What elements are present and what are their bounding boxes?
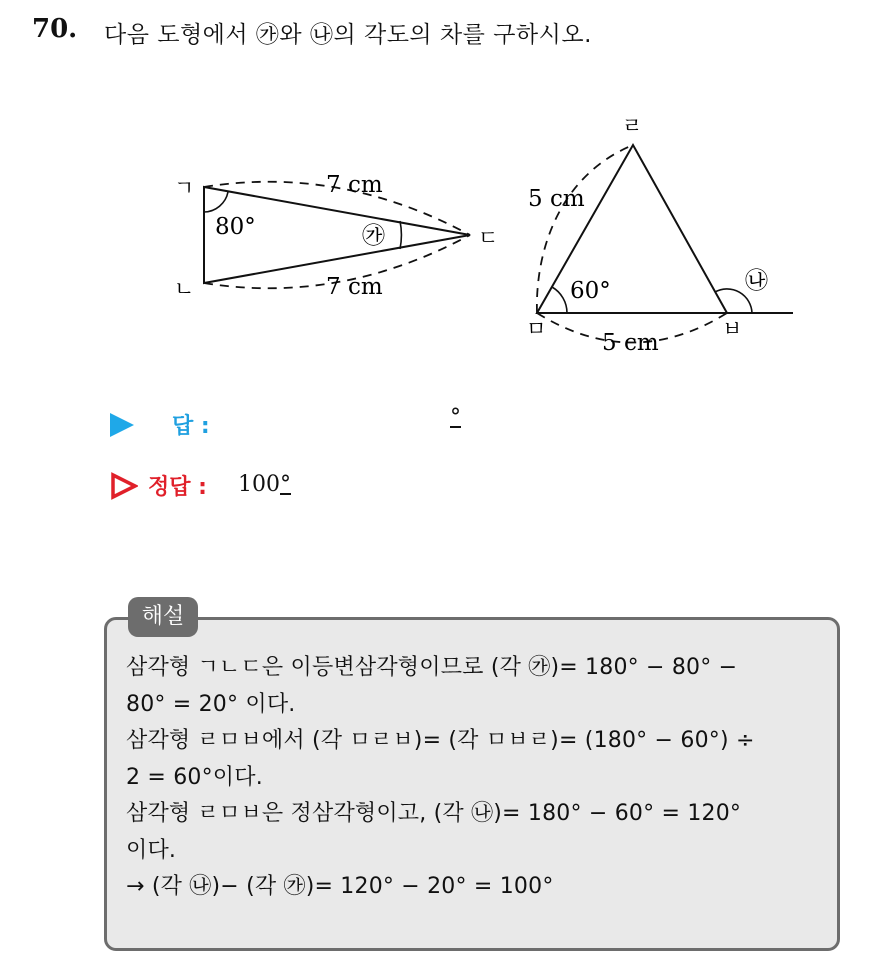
right-triangle <box>526 114 793 356</box>
vertex-label-mieum: ㅁ <box>526 317 547 341</box>
solution-line: 삼각형 ㄹㅁㅂ에서 (각 ㅁㄹㅂ)= (각 ㅁㅂㄹ)= (180° − 60°) ÷ <box>126 728 755 753</box>
correct-answer-label: 정답 : <box>148 475 207 500</box>
solution-line: 이다. <box>126 837 177 863</box>
play-arrow-icon <box>110 413 134 437</box>
answer-label: 답 : <box>172 414 210 439</box>
solution-line: → (각 ㉯)− (각 ㉮)= 120° − 20° = 100° <box>126 874 554 899</box>
question-text: 다음 도형에서 ㉮와 ㉯의 각도의 차를 구하시오. <box>104 22 592 48</box>
geometry-figure <box>0 0 884 400</box>
left-side-length: 5 cm <box>528 186 585 212</box>
vertex-label-giyeok: ㄱ <box>174 176 195 200</box>
solution-line: 삼각형 ㄱㄴㄷ은 이등변삼각형이므로 (각 ㉮)= 180° − 80° − <box>126 655 738 680</box>
vertex-label-digeut: ㄷ <box>478 226 499 250</box>
question-number: 70. <box>32 14 78 44</box>
vertex-label-bieup: ㅂ <box>722 317 743 341</box>
left-triangle <box>174 172 498 301</box>
solution-line: 삼각형 ㄹㅁㅂ은 정삼각형이고, (각 ㉯)= 180° − 60° = 120° <box>126 801 742 826</box>
solution-text <box>126 650 826 906</box>
vertex-label-nieun: ㄴ <box>174 277 195 301</box>
correct-answer-unit: ° <box>280 472 291 497</box>
angle-na-marker: ㉯ <box>745 268 768 294</box>
solution-tag: 해설 <box>128 597 198 637</box>
angle-ga-marker: ㉮ <box>362 223 385 249</box>
angle-80-label: 80° <box>215 214 256 240</box>
vertex-label-rieul: ㄹ <box>622 114 643 138</box>
bottom-side-length: 7 cm <box>326 274 383 300</box>
top-side-length: 7 cm <box>326 172 383 198</box>
angle-60-label: 60° <box>570 278 611 304</box>
outline-arrow-icon <box>110 472 138 500</box>
correct-answer-value <box>238 472 291 497</box>
answer-blank[interactable]: ° <box>450 405 461 430</box>
correct-answer-number: 100 <box>238 472 280 497</box>
solution-line: 2 = 60°이다. <box>126 764 263 790</box>
bottom-side-length-right: 5 cm <box>602 330 659 356</box>
solution-line: 80° = 20° 이다. <box>126 691 296 717</box>
